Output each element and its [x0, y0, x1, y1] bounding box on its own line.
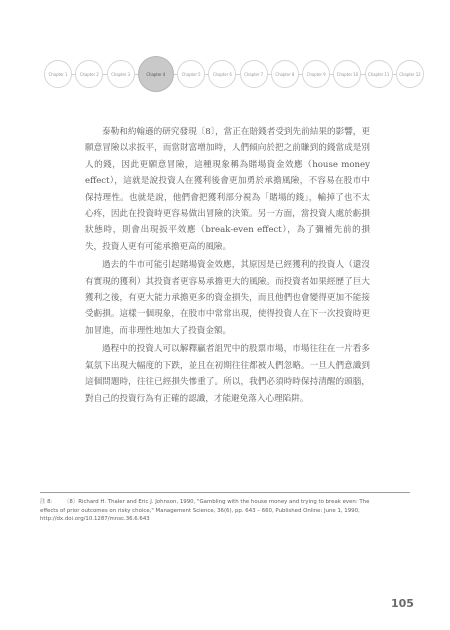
chapter-tab-10[interactable]: Chapter 10: [333, 60, 361, 88]
body-text: [85, 124, 370, 407]
chapter-tab-4[interactable]: Chapter 4: [138, 56, 174, 92]
chapter-tab-12[interactable]: Chapter 12: [396, 60, 424, 88]
chapter-tab-3[interactable]: Chapter 3: [107, 60, 135, 88]
chapter-nav: [44, 56, 424, 92]
paragraph-1: 泰勒和約翰遜的研究發現〔8〕，當正在賠錢者受到先前結果的影響，更願意冒險以求扳平，而當財富增加時，人們傾向於把之前賺到的錢當成是別人的錢，因此更願意冒險，這種現象稱為賭場資金效應（house money effect），這就是說投資人在獲利後會更加勇於承擔風險，不容易在股市中保持理性。也就是說，他們會把獲利部分視為「賭場的錢」，輸掉了也不太心疼，因此在投資時更容易做出冒險的決策。另一方面，當投資人處於虧損狀態時，則會出現扳平效應（break-even effect），為了彌補先前的損失，投資人更有可能承擔更高的風險。: [85, 127, 370, 252]
chapter-tab-7[interactable]: Chapter 7: [240, 60, 268, 88]
page-number: 105: [391, 597, 414, 610]
chapter-tab-11[interactable]: Chapter 11: [365, 60, 393, 88]
footnote: [40, 498, 370, 524]
footnote-text: 〔8〕Richard H. Thaler and Eric J. Johnson, 1990, "Gambling with the house money and trying to break even: The effects of prior outcomes on risky choice," Management Science, 36(6), pp. 643 – 660, Published Online: June 1, 1990, http://dx.doi.org/10.1287/mnsc.36.6.643: [40, 499, 370, 523]
chapter-tab-6[interactable]: Chapter 6: [208, 60, 236, 88]
footnote-divider: [40, 492, 410, 493]
chapter-tab-9[interactable]: Chapter 9: [302, 60, 330, 88]
chapter-tab-2[interactable]: Chapter 2: [75, 60, 103, 88]
paragraph-3: 過程中的投資人可以解釋贏者詛咒中的股票市場，市場往往在一片看多氣氛下出現大幅度的下跌，並且在初期往往都被人們忽略。一旦人們意識到這個問題時，往往已經損失慘重了。所以，我們必須時時保持清醒的頭腦，對自己的投資行為有正確的認識，才能避免落入心理陷阱。: [85, 344, 370, 404]
paragraph-2: 過去的牛市可能引起賭場資金效應，其原因是已經獲利的投資人（還沒有實現的獲利）其投資者更容易承擔更大的風險。而投資者如果經歷了巨大獲利之後，有更大能力承擔更多的資金損失，而且他們也會變得更加不能接受虧損。這樣一個現象，在股市中常常出現，使得投資人在下一次投資時更加冒進，而非理性地加大了投資金額。: [85, 260, 370, 336]
chapter-tab-1[interactable]: Chapter 1: [44, 60, 72, 88]
footnote-label: 注 8：: [40, 499, 56, 505]
chapter-tab-5[interactable]: Chapter 5: [177, 60, 205, 88]
chapter-tab-8[interactable]: Chapter 8: [271, 60, 299, 88]
